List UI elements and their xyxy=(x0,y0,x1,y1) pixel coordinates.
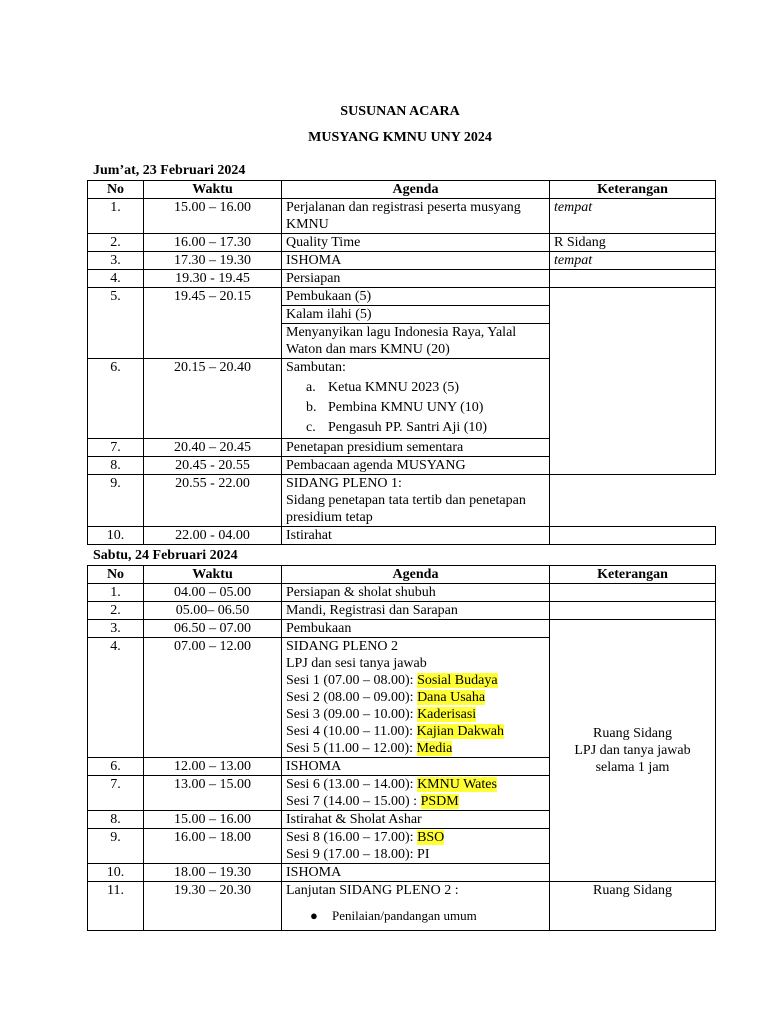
row-no: 9. xyxy=(88,829,144,864)
row-no: 11. xyxy=(88,882,144,931)
session-line: Sesi 7 (14.00 – 15.00) : PSDM xyxy=(286,794,459,809)
row-time: 05.00– 06.50 xyxy=(144,602,282,620)
row-time: 07.00 – 12.00 xyxy=(144,638,282,758)
row-no: 8. xyxy=(88,457,144,475)
row-keterangan xyxy=(550,527,716,545)
row-keterangan: R Sidang xyxy=(550,234,716,252)
table-row xyxy=(88,270,716,288)
table-row xyxy=(88,602,716,620)
table-row xyxy=(88,288,716,306)
table-row xyxy=(88,199,716,234)
row-time: 20.45 - 20.55 xyxy=(144,457,282,475)
row-agenda: Penetapan presidium sementara xyxy=(282,439,550,457)
session-line: Sesi 6 (13.00 – 14.00): KMNU Wates xyxy=(286,777,497,792)
row-time: 13.00 – 15.00 xyxy=(144,776,282,811)
header-no: No xyxy=(88,181,144,199)
session-division: PSDM xyxy=(420,794,459,809)
sambutan-item: a. Ketua KMNU 2023 (5) xyxy=(306,380,460,395)
row-no: 4. xyxy=(88,270,144,288)
ket-ruang-sidang: Ruang Sidang xyxy=(593,726,672,741)
table-row xyxy=(88,475,716,527)
row-keterangan: Ruang Sidang xyxy=(550,882,716,931)
pleno-continuation: Lanjutan SIDANG PLENO 2 : xyxy=(286,883,459,898)
row-agenda: Pembukaan (5) xyxy=(282,288,550,306)
row-agenda xyxy=(282,776,550,811)
row-time: 17.30 – 19.30 xyxy=(144,252,282,270)
session-division: Dana Usaha xyxy=(417,690,486,705)
table-row xyxy=(88,620,716,638)
row-agenda xyxy=(282,638,550,758)
row-agenda xyxy=(282,829,550,864)
day2-schedule-table xyxy=(87,565,716,931)
session-division: Sosial Budaya xyxy=(417,673,498,688)
row-time: 06.50 – 07.00 xyxy=(144,620,282,638)
row-agenda: Istirahat & Sholat Ashar xyxy=(282,811,550,829)
pleno-desc: LPJ dan sesi tanya jawab xyxy=(286,656,427,671)
row-time: 22.00 - 04.00 xyxy=(144,527,282,545)
row-time: 18.00 – 19.30 xyxy=(144,864,282,882)
row-agenda: Pembukaan xyxy=(282,620,550,638)
row-no: 3. xyxy=(88,252,144,270)
row-agenda: ISHOMA xyxy=(282,864,550,882)
session-line: Sesi 5 (11.00 – 12.00): Media xyxy=(286,741,453,756)
row-time: 16.00 – 18.00 xyxy=(144,829,282,864)
header-keterangan: Keterangan xyxy=(550,181,716,199)
header-agenda: Agenda xyxy=(282,181,550,199)
sambutan-item: b. Pembina KMNU UNY (10) xyxy=(306,400,484,415)
row-agenda xyxy=(282,882,550,931)
session-line: Sesi 8 (16.00 – 17.00): BSO xyxy=(286,830,445,845)
row-keterangan: tempat xyxy=(550,199,716,234)
row-keterangan xyxy=(550,602,716,620)
row-agenda: ISHOMA xyxy=(282,252,550,270)
row-no: 1. xyxy=(88,199,144,234)
row-no: 8. xyxy=(88,811,144,829)
row-no: 4. xyxy=(88,638,144,758)
row-no: 2. xyxy=(88,234,144,252)
session-division: Kaderisasi xyxy=(417,707,477,722)
bullet-item: ● Penilaian/pandangan umum xyxy=(310,908,477,923)
row-time: 19.30 - 19.45 xyxy=(144,270,282,288)
row-no: 5. xyxy=(88,288,144,359)
row-agenda: Istirahat xyxy=(282,527,550,545)
table-row xyxy=(88,527,716,545)
row-agenda: Kalam ilahi (5) xyxy=(282,306,550,324)
session-line: Sesi 4 (10.00 – 11.00): Kajian Dakwah xyxy=(286,724,505,739)
header-waktu: Waktu xyxy=(144,566,282,584)
row-time: 19.45 – 20.15 xyxy=(144,288,282,359)
row-time: 20.40 – 20.45 xyxy=(144,439,282,457)
header-agenda: Agenda xyxy=(282,566,550,584)
row-agenda: Menyanyikan lagu Indonesia Raya, Yalal Waton dan mars KMNU (20) xyxy=(282,324,550,359)
row-keterangan xyxy=(550,584,716,602)
pleno-title: SIDANG PLENO 2 xyxy=(286,639,398,654)
row-no: 10. xyxy=(88,864,144,882)
row-time: 15.00 – 16.00 xyxy=(144,811,282,829)
day1-schedule-table xyxy=(87,180,716,545)
sambutan-label: Sambutan: xyxy=(286,360,346,375)
session-division: BSO xyxy=(417,830,445,845)
header-no: No xyxy=(88,566,144,584)
header-keterangan: Keterangan xyxy=(550,566,716,584)
row-agenda: Pembacaan agenda MUSYANG xyxy=(282,457,550,475)
row-agenda: Persiapan xyxy=(282,270,550,288)
row-time: 15.00 – 16.00 xyxy=(144,199,282,234)
session-division: Media xyxy=(416,741,453,756)
table-row xyxy=(88,584,716,602)
row-time: 20.15 – 20.40 xyxy=(144,359,282,439)
header-waktu: Waktu xyxy=(144,181,282,199)
day1-heading: Jum’at, 23 Februari 2024 xyxy=(93,163,246,178)
row-agenda xyxy=(282,359,550,439)
ket-lpj: LPJ dan tanya jawab selama 1 jam xyxy=(574,743,691,775)
pleno-desc: Sidang penetapan tata tertib dan penetapan presidium tetap xyxy=(286,493,526,525)
table-row xyxy=(88,882,716,931)
row-agenda: Persiapan & sholat shubuh xyxy=(282,584,550,602)
row-agenda: Quality Time xyxy=(282,234,550,252)
row-time: 04.00 – 05.00 xyxy=(144,584,282,602)
session-line: Sesi 2 (08.00 – 09.00): Dana Usaha xyxy=(286,690,486,705)
row-keterangan-merged xyxy=(550,288,716,475)
row-keterangan-merged xyxy=(550,620,716,882)
row-keterangan xyxy=(550,270,716,288)
row-no: 6. xyxy=(88,359,144,439)
row-time: 19.30 – 20.30 xyxy=(144,882,282,931)
row-agenda xyxy=(282,475,550,527)
row-time: 16.00 – 17.30 xyxy=(144,234,282,252)
row-no: 10. xyxy=(88,527,144,545)
row-no: 3. xyxy=(88,620,144,638)
document-subtitle: MUSYANG KMNU UNY 2024 xyxy=(308,130,492,145)
row-time: 12.00 – 13.00 xyxy=(144,758,282,776)
document-title: SUSUNAN ACARA xyxy=(340,104,460,119)
pleno-title: SIDANG PLENO 1: xyxy=(286,476,402,491)
table-row xyxy=(88,234,716,252)
table-row xyxy=(88,252,716,270)
row-agenda: Perjalanan dan registrasi peserta musyang KMNU xyxy=(282,199,550,234)
session-division: Kajian Dakwah xyxy=(416,724,505,739)
session-division: KMNU Wates xyxy=(417,777,497,792)
row-no: 9. xyxy=(88,475,144,527)
row-keterangan: tempat xyxy=(550,252,716,270)
row-time: 20.55 - 22.00 xyxy=(144,475,282,527)
row-no: 6. xyxy=(88,758,144,776)
day2-heading: Sabtu, 24 Februari 2024 xyxy=(93,548,238,563)
session-line: Sesi 9 (17.00 – 18.00): PI xyxy=(286,847,430,862)
row-agenda: ISHOMA xyxy=(282,758,550,776)
table-header-row xyxy=(88,181,716,199)
session-line: Sesi 1 (07.00 – 08.00): Sosial Budaya xyxy=(286,673,498,688)
row-no: 1. xyxy=(88,584,144,602)
row-agenda: Mandi, Registrasi dan Sarapan xyxy=(282,602,550,620)
session-line: Sesi 3 (09.00 – 10.00): Kaderisasi xyxy=(286,707,477,722)
row-no: 2. xyxy=(88,602,144,620)
sambutan-item: c. Pengasuh PP. Santri Aji (10) xyxy=(306,420,488,435)
bullet-icon: ● xyxy=(310,908,318,923)
row-no: 7. xyxy=(88,439,144,457)
table-header-row xyxy=(88,566,716,584)
row-no: 7. xyxy=(88,776,144,811)
